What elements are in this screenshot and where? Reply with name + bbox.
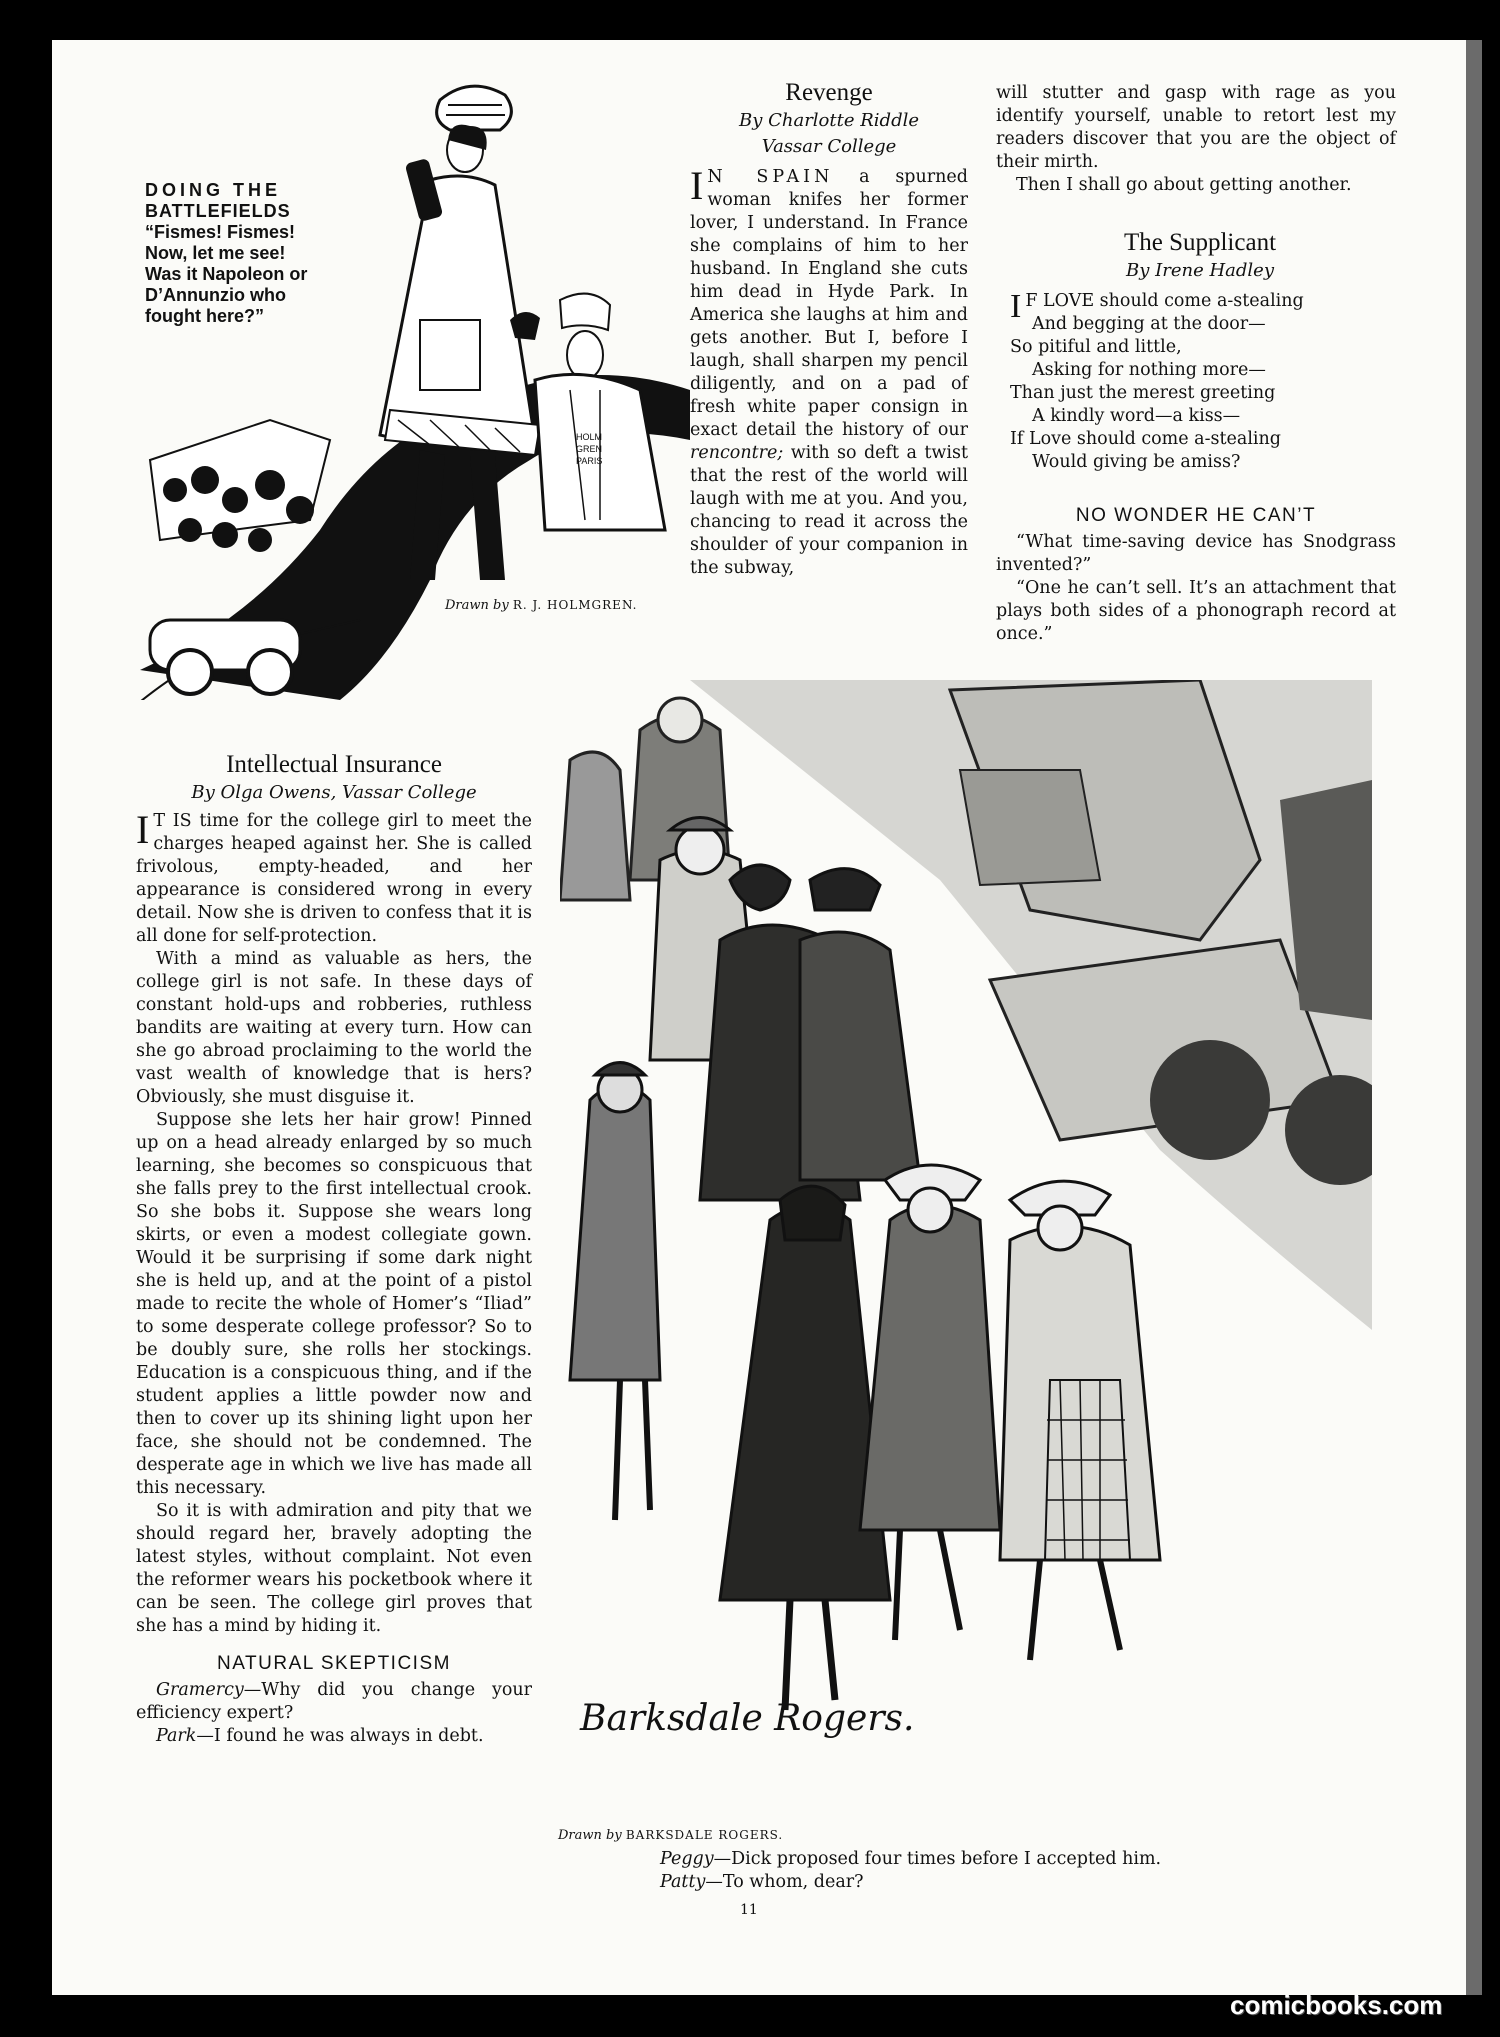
revenge-byline-college: Vassar College xyxy=(761,136,897,157)
no-wonder-joke xyxy=(996,500,1396,646)
skepticism-line: Gramercy—Why did you change your efficiency expert? xyxy=(136,1680,532,1723)
no-wonder-answer: “One he can’t sell. It’s an attachment that plays both sides of a phonograph record at once.” xyxy=(996,578,1396,644)
insurance-paragraph: I T IS time for the college girl to meet the charges heaped against her. She is called frivolous, empty-headed, and her appearance is considered wrong in every detail. Now she is driven to confess that it is all done for self-protection. xyxy=(136,807,532,946)
supplicant-title: The Supplicant xyxy=(1123,229,1277,256)
poem-line: Than just the merest greeting xyxy=(1010,383,1276,403)
revenge-byline: By Charlotte Riddle xyxy=(738,110,920,131)
poem-line: Asking for nothing more— xyxy=(1032,360,1266,380)
battlefields-title-line2: BATTLEFIELDS xyxy=(145,201,291,221)
barksdale-signature: Barksdale Rogers. xyxy=(580,1698,915,1739)
revenge-ending: Then I shall go about getting another. xyxy=(1016,175,1352,195)
no-wonder-title: NO WONDER HE CAN’T xyxy=(1075,505,1317,526)
battlefields-quote-line: Now, let me see! xyxy=(145,243,286,263)
holmgren-credit: Drawn by R. J. HOLMGREN. xyxy=(445,598,638,613)
rogers-credit: Drawn by BARKSDALE ROGERS. xyxy=(558,1828,784,1843)
battlefields-quote-line: D’Annunzio who xyxy=(145,285,286,305)
street-joke-line: Peggy—Dick proposed four times before I accepted him. xyxy=(660,1849,1162,1869)
svg-text:GREN: GREN xyxy=(576,444,603,454)
supplicant-byline: By Irene Hadley xyxy=(1126,260,1274,281)
battlefields-quote-line: fought here?” xyxy=(145,306,264,326)
insurance-paragraph: So it is with admiration and pity that we should regard her, bravely adopting the latest styles, without complaint. Not even the reformer wears his pocketbook where it can be seen. The college girl proves that she has a mind by hiding it. xyxy=(136,1501,532,1636)
insurance-byline: By Olga Owens, Vassar College xyxy=(191,782,477,803)
poem-line: A kindly word—a kiss— xyxy=(1032,406,1241,426)
svg-text:PARIS: PARIS xyxy=(576,456,603,466)
page-spine-edge xyxy=(1466,40,1482,1995)
revenge-title: Revenge xyxy=(785,79,873,106)
revenge-drop-cap: I xyxy=(690,163,704,208)
skepticism-line: Park—I found he was always in debt. xyxy=(156,1726,484,1746)
watermark: comicbooks.com xyxy=(1230,1990,1443,2020)
insurance-article xyxy=(136,750,532,1748)
poem-line: I F LOVE should come a-stealing xyxy=(1010,288,1304,325)
revenge-body: I N SPAIN a spurned woman knifes her former lover, I understand. In France she complains of him to her husband. In England she cuts him dead in Hyde Park. In America she laughs at him and gets another. But I, before I laugh, shall sharpen my pencil diligently, and on a pad of fresh white paper consign in exact detail the history of our rencontre; with so deft a twist that the rest of the world will laugh with me at you. And you, chancing to read it across the shoulder of your companion in the subway, xyxy=(690,163,968,578)
battlefields-caption xyxy=(145,180,355,327)
skepticism-title: NATURAL SKEPTICISM xyxy=(217,1653,451,1674)
poem-line: Would giving be amiss? xyxy=(1032,452,1241,472)
insurance-paragraph: Suppose she lets her hair grow! Pinned up on a head already enlarged by so much learning, she becomes so conspicuous that she falls prey to the first intellectual crook. So she bobs it. Suppose she wears long skirts, or even a modest collegiate gown. Would it be surprising if some dark night she is held up, and at the point of a pistol made to recite the whole of Homer’s “Iliad” to some desperate college professor? So to be doubly sure, she rolls her stockings. Education is a conspicuous thing, and if the student applies a little powder now and then to cover up its shining light upon her face, she should not be condemned. The desperate age in which we live has made all this necessary. xyxy=(136,1110,532,1498)
poem-line: So pitiful and little, xyxy=(1010,337,1182,357)
battlefields-quote-line: Was it Napoleon or xyxy=(145,264,308,284)
artist-monogram: HOLM xyxy=(576,432,603,442)
supplicant-drop-cap: I xyxy=(1010,288,1022,325)
poem-line: And begging at the door— xyxy=(1032,314,1266,334)
insurance-drop-cap: I xyxy=(136,807,150,852)
revenge-article xyxy=(690,78,968,580)
insurance-title: Intellectual Insurance xyxy=(226,751,442,778)
insurance-paragraph: With a mind as valuable as hers, the college girl is not safe. In these days of constant hold-ups and robberies, ruthless bandits are waiting at every turn. How can she go abroad proclaiming to the world the vast wealth of knowledge that is hers? Obviously, she must disguise it. xyxy=(136,949,532,1107)
battlefields-quote-line: “Fismes! Fismes! xyxy=(145,222,296,242)
revenge-continuation: will stutter and gasp with rage as you identify yourself, unable to retort lest my readers discover that you are the object of their mirth. xyxy=(996,83,1396,172)
street-joke-line: Patty—To whom, dear? xyxy=(660,1872,864,1892)
poem-line: If Love should come a-stealing xyxy=(1010,429,1282,449)
page-number: 11 xyxy=(740,1902,758,1918)
supplicant-poem xyxy=(1010,228,1390,474)
street-scene-illustration xyxy=(560,680,1372,1830)
battlefields-title: DOING THE xyxy=(145,180,282,200)
revenge-continued xyxy=(996,82,1396,197)
college-girls-street-drawing xyxy=(560,680,1372,1830)
revenge-lead: N SPAIN xyxy=(707,167,834,187)
no-wonder-question: “What time-saving device has Snodgrass invented?” xyxy=(996,532,1396,575)
street-joke xyxy=(660,1848,1360,1894)
